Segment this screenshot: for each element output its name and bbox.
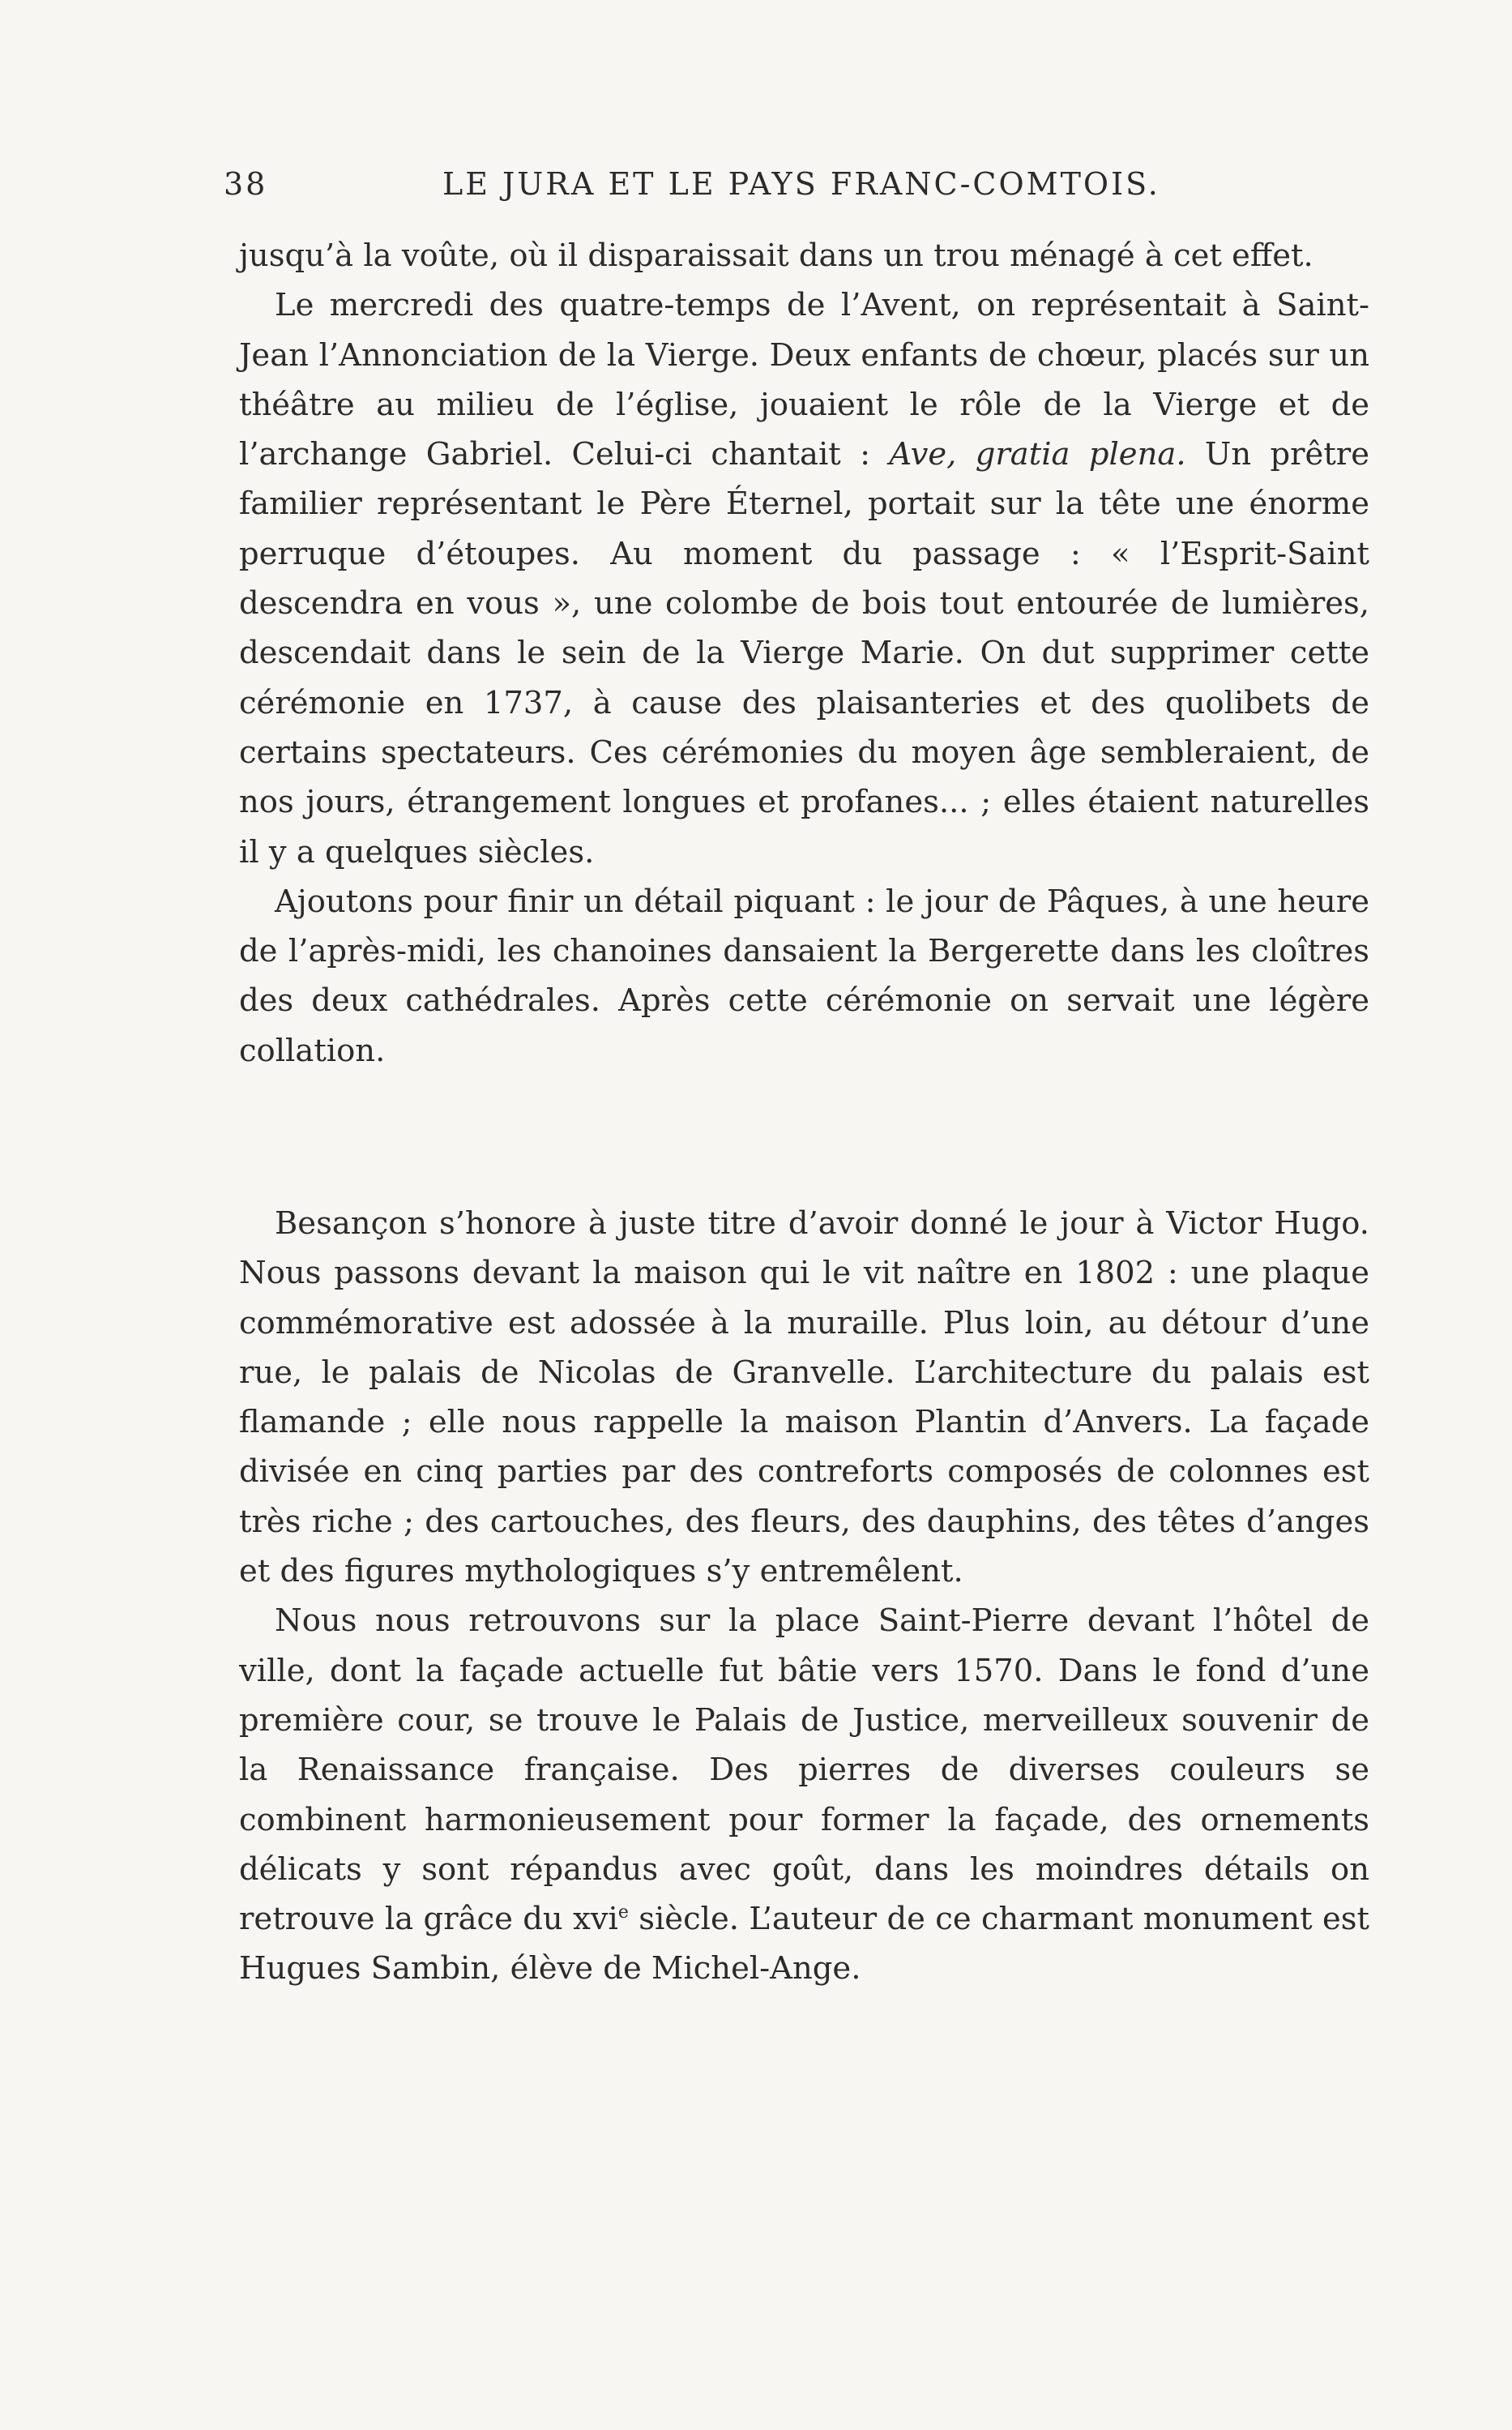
page-number: 38: [224, 166, 268, 202]
century-superscript: e: [617, 1902, 629, 1923]
paragraph-victor-hugo: Besançon s’honore à juste titre d’avoir donné le jour à Victor Hugo. Nous passons devant la maison qui le vit naître en 1802 : une plaque commémorative est adossée à la muraille. Plus loin, au détour d’une rue, le palais de Nicolas de Granvelle. L’architecture du palais est flamande ; elle nous rappelle la maison Plantin d’Anvers. La façade divisée en cinq parties par des contreforts composés de colonnes est très riche ; des cartouches, des fleurs, des dauphins, des têtes d’anges et des figures mythologiques s’y entremêlent.: [239, 1205, 1369, 1590]
century-numeral: xvi: [573, 1901, 618, 1938]
paragraph-bergerette: Ajoutons pour finir un détail piquant : le jour de Pâques, à une heure de l’après-midi, les chanoines dansaient la Bergerette dans les cloîtres des deux cathédrales. Après cette cérémonie on servait une légère collation.: [239, 883, 1369, 1069]
paragraph-continuation: jusqu’à la voûte, où il disparaissait dans un trou ménagé à cet effet.: [239, 237, 1313, 274]
annunciation-text-after: Un prêtre familier représentant le Père Éternel, portait sur la tête une énorme perruque d’étoupes. Au moment du passage : « l’Esprit-Saint descendra en vous », une colombe de bois tout entourée de lumières, descendait dans le sein de la Vierge Marie. On dut supprimer cette cérémonie en 1737, à cause des plaisanteries et des quolibets de certains spectateurs. Ces cérémonies du moyen âge sembleraient, de nos jours, étrangement longues et profanes... ; elles étaient naturelles il y a quelques siècles.: [239, 436, 1369, 871]
paragraph-annunciation: [239, 280, 1369, 877]
latin-quote: Ave, gratia plena.: [889, 436, 1186, 473]
section-besancon-monuments: [239, 1199, 1369, 1994]
palais-text-after: siècle. L’auteur de ce charmant monument est Hugues Sambin, élève de Michel-Ange.: [239, 1901, 1369, 1987]
annunciation-text-before: Le mercredi des quatre-temps de l’Avent, on représentait à Saint-Jean l’Annonciation de la Vierge. Deux enfants de chœur, placés sur un théâtre au milieu de l’église, jouaient le rôle de la Vierge et de l’archange Gabriel. Celui-ci chantait :: [239, 287, 1369, 473]
palais-text-before: Nous nous retrouvons sur la place Saint-Pierre devant l’hôtel de ville, dont la façade actuelle fut bâtie vers 1570. Dans le fond d’une première cour, se trouve le Palais de Justice, merveilleux souvenir de la Renaissance française. Des pierres de diverses couleurs se combinent harmonieusement pour former la façade, des ornements délicats y sont répandus avec goût, dans les moindres détails on retrouve la grâce du: [239, 1602, 1369, 1938]
paragraph-palais-de-justice: [239, 1596, 1369, 1993]
page-header: [224, 166, 1374, 215]
running-title: LE JURA ET LE PAYS FRANC-COMTOIS.: [442, 166, 1160, 202]
section-liturgical-customs: [239, 231, 1369, 1076]
